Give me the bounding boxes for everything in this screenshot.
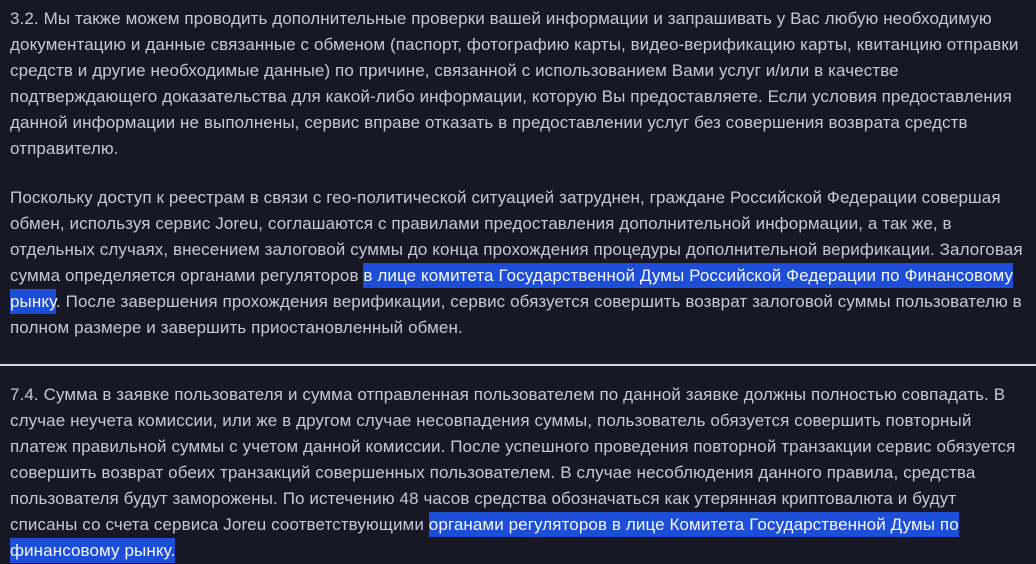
clause-deposit-text-pre: Поскольку доступ к реестрам в связи с гео-политической ситуацией затруднен, граждане Российской Федерации совершая обмен, используя сервис Joreu, соглашаются с правилами предоставления дополнительной информации, а так же, в отдельных случаях, внесением залоговой суммы до конца прохождения процедуры дополнительной верификации. Залоговая сумма определяется органами регуляторов (10, 188, 1023, 285)
section-divider (0, 364, 1036, 366)
clause-7-4 (10, 382, 1024, 564)
clause-7-4-text-pre: 7.4. Сумма в заявке пользователя и сумма отправленная пользователем по данной заявке должны полностью совпадать. В случае неучета комиссии, или же в другом случае несовпадения суммы, пользователь обязуется совершить повторный платеж правильной суммы с учетом данной комиссии. После успешного проведения повторной транзакции сервис обязуется совершить возврат обеих транзакций совершенных пользователем. В случае несоблюдения данного правила, средства пользователя будут заморожены. По истечению 48 часов средства обозначаться как утерянная криптовалюта и будут списаны со счета сервиса Joreu соответствующими (10, 385, 1016, 534)
clause-deposit (10, 185, 1024, 341)
clause-3-2-text: 3.2. Мы также можем проводить дополнительные проверки вашей информации и запрашивать у Вас любую необходимую документацию и данные связанные с обменом (паспорт, фотографию карты, видео-верификацию карты, квитанцию отправки средств и другие необходимые данные) по причине, связанной с использованием Вами услуг и/или в качестве подтверждающего доказательства для какой-либо информации, которую Вы предоставляете. Если условия предоставления данной информации не выполнены, сервис вправе отказать в предоставлении услуг без совершения возврата средств отправителю. (10, 9, 1019, 158)
clause-deposit-text-post: . После завершения прохождения верификации, сервис обязуется совершить возврат залоговой суммы пользователю в полном размере и завершить приостановленный обмен. (10, 292, 1022, 337)
clause-3-2 (10, 6, 1024, 162)
selected-text-deposit: в лице комитета Государственной Думы Российской Федерации по Финансовому рынку (10, 263, 1013, 314)
selected-text-7-4: органами регуляторов в лице Комитета Государственной Думы по финансовому рынку. (10, 512, 959, 563)
